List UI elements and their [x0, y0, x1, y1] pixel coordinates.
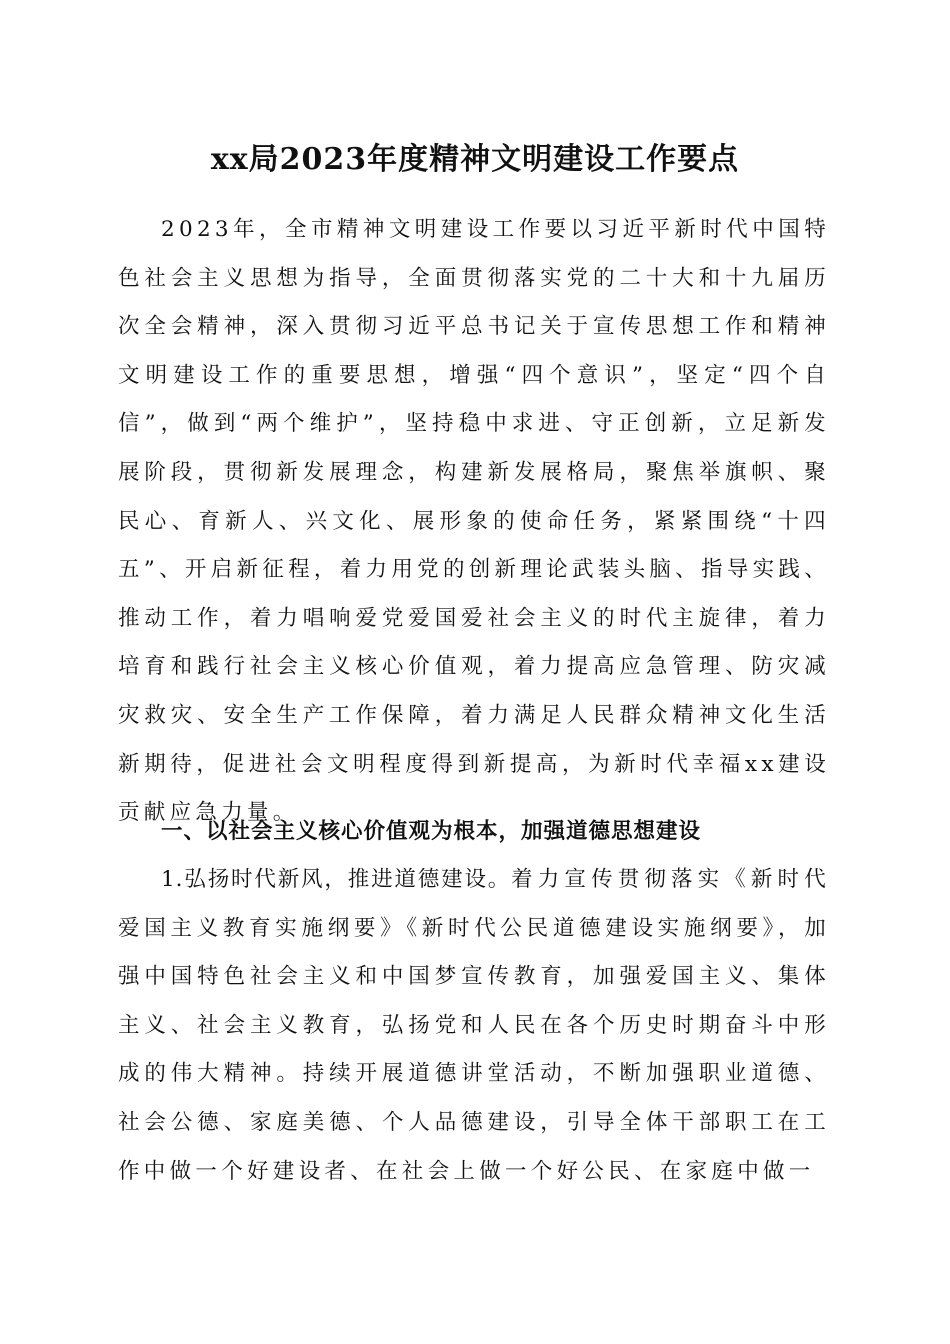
item-1-lead: 1.弘扬时代新风，推进道德建设。	[161, 867, 512, 892]
intro-paragraph: 2023年，全市精神文明建设工作要以习近平新时代中国特色社会主义思想为指导，全面贯彻落实党的二十大和十九届历次全会精神，深入贯彻习近平总书记关于宣传思想工作和精神文明建设工作的重要思想，增强“四个意识”，坚定“四个自信”，做到“两个维护”，坚持稳中求进、守正创新，立足新发展阶段，贯彻新发展理念，构建新发展格局，聚焦举旗帜、聚民心、育新人、兴文化、展形象的使命任务，紧紧围绕“十四五”、开启新征程，着力用党的创新理论武装头脑、指导实践、推动工作，着力唱响爱党爱国爱社会主义的时代主旋律，着力培育和践行社会主义核心价值观，着力提高应急管理、防灾减灾救灾、安全生产工作保障，着力满足人民群众精神文化生活新期待，促进社会文明程度得到新提高，为新时代幸福xx建设贡献应急力量。	[118, 217, 830, 826]
item-1-paragraph	[118, 856, 830, 1196]
section-heading: 一、以社会主义核心价值观为根本，加强道德思想建设	[161, 819, 702, 844]
document-title: xx局2023年度精神文明建设工作要点	[210, 142, 740, 177]
item-1-text: 着力宣传贯彻落实《新时代爱国主义教育实施纲要》《新时代公民道德建设实施纲要》，加强中国特色社会主义和中国梦宣传教育，加强爱国主义、集体主义、社会主义教育，弘扬党和人民在各个历史时期奋斗中形成的伟大精神。持续开展道德讲堂活动，不断加强职业道德、社会公德、家庭美德、个人品德建设，引导全体干部职工在工作中做一个好建设者、在社会上做一个好公民、在家庭中做一	[118, 867, 830, 1184]
